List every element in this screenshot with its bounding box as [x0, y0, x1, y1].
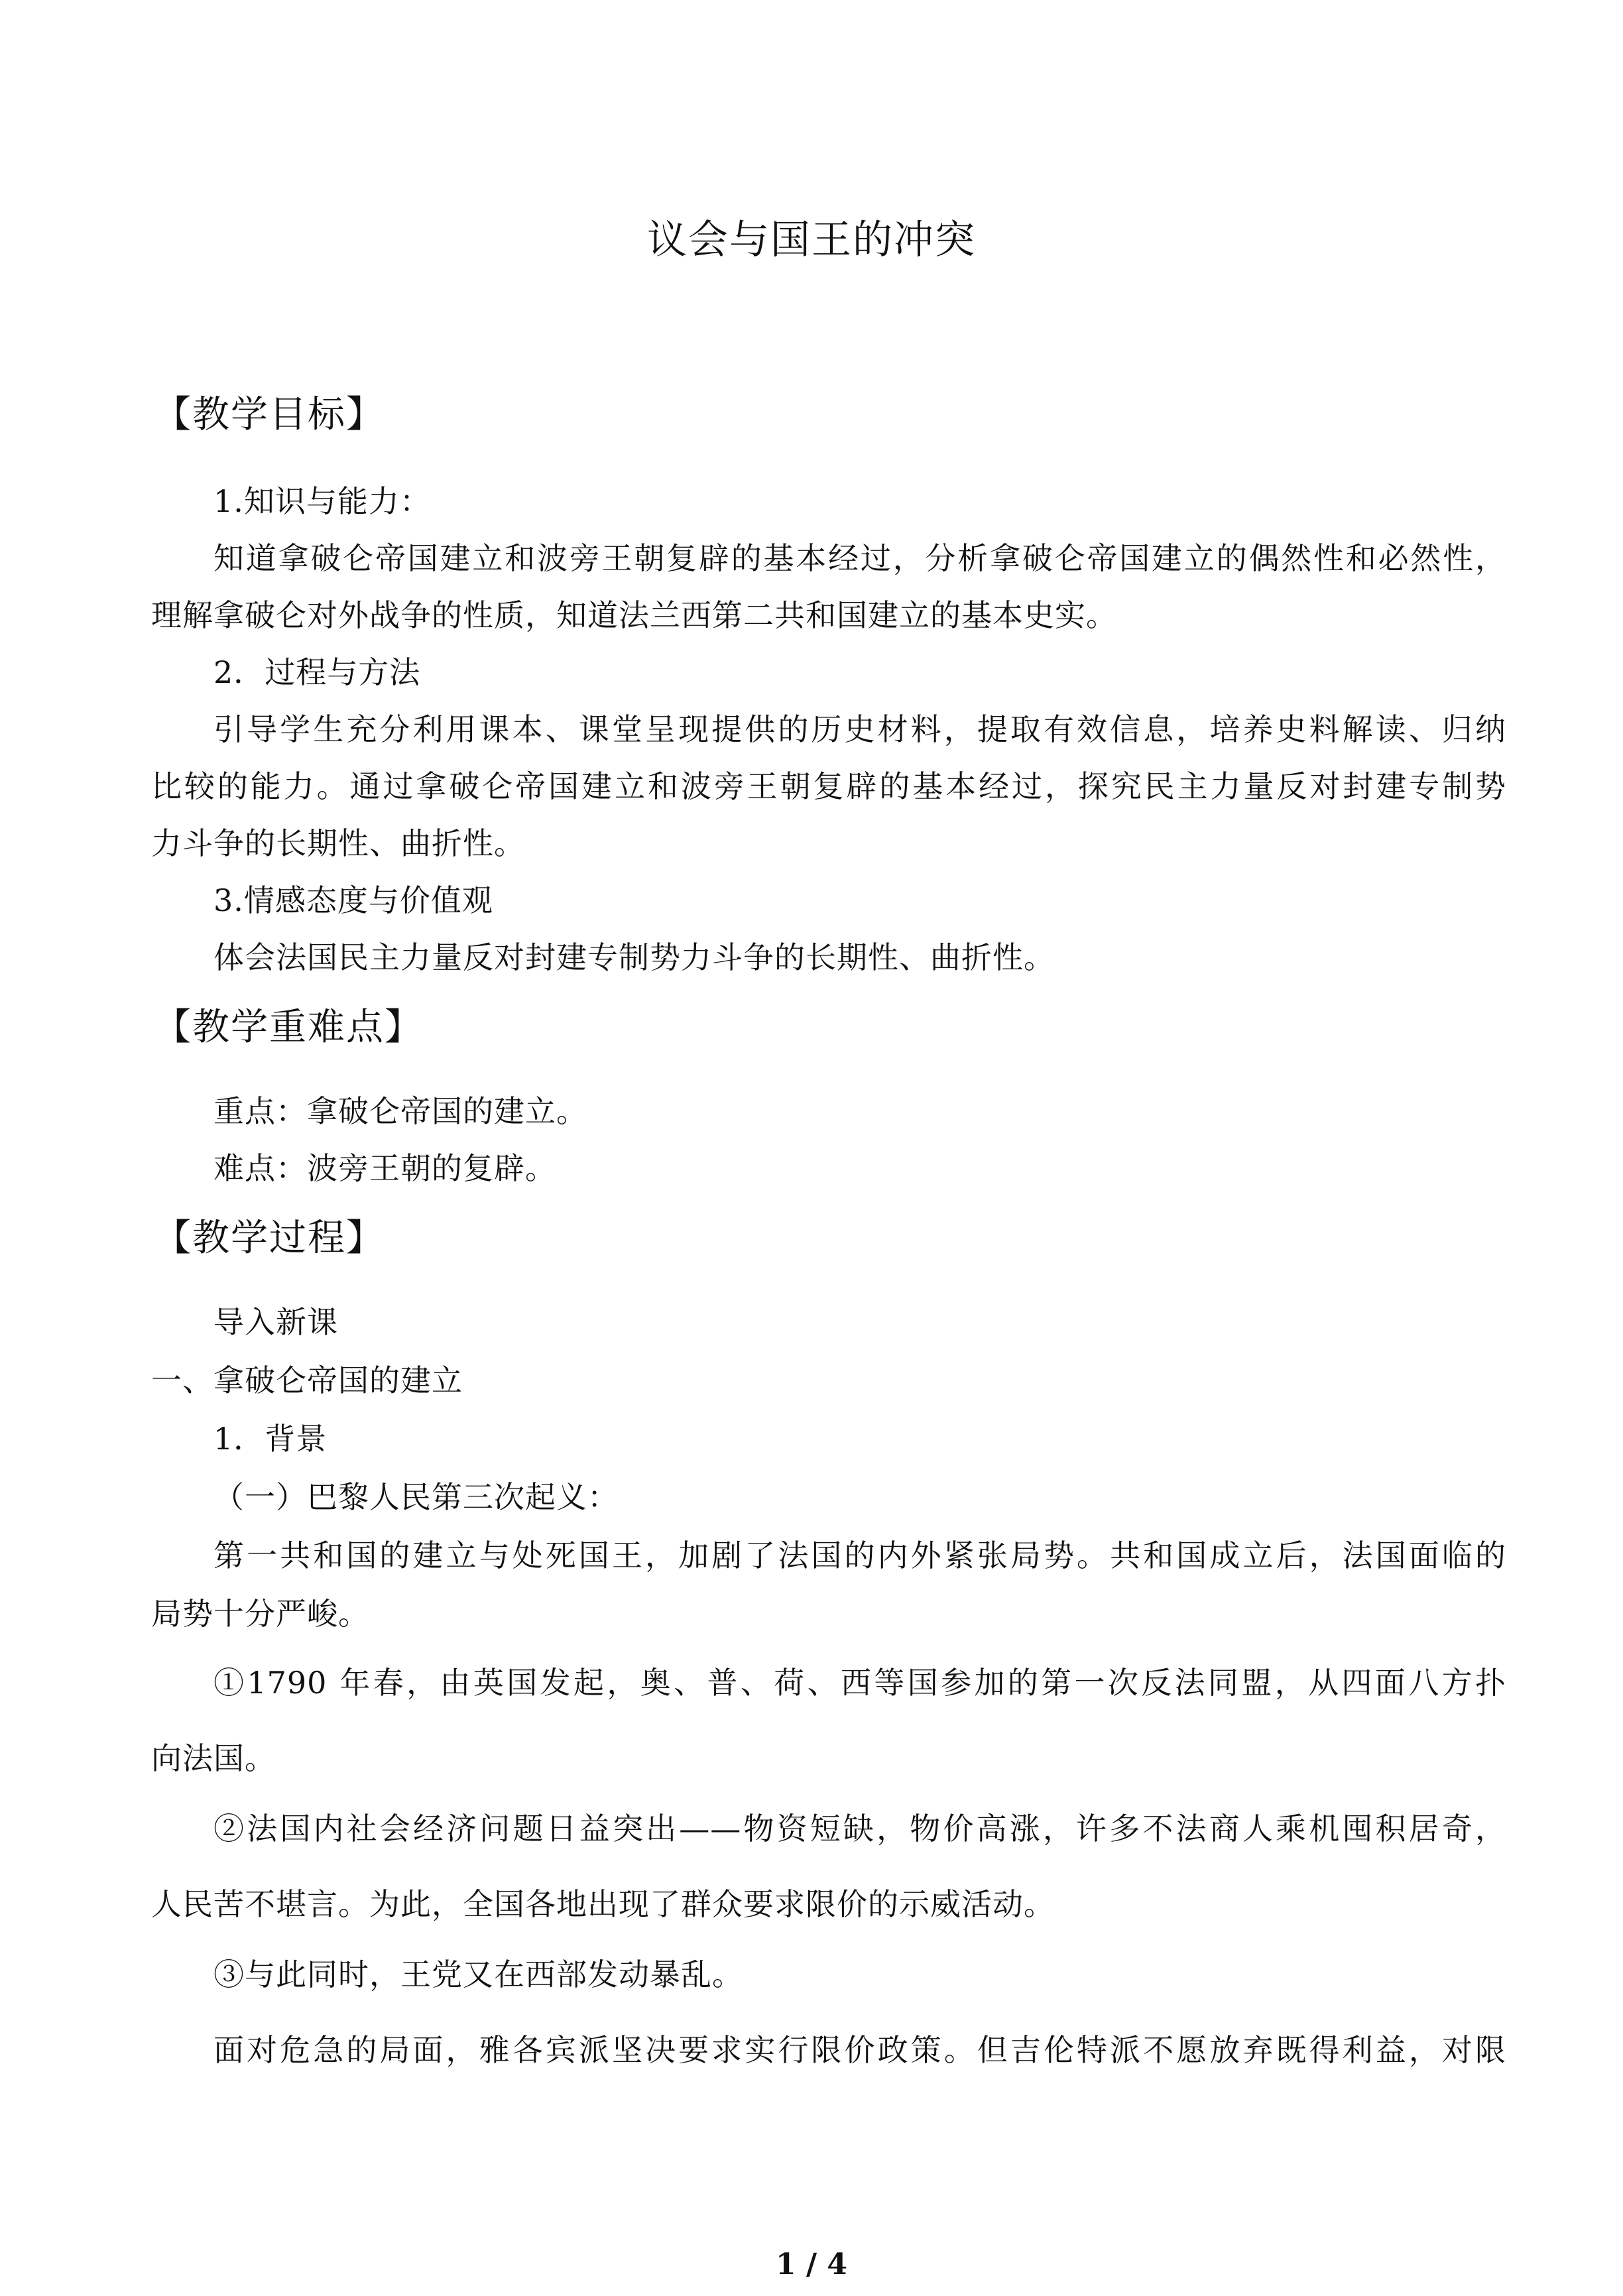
point-3-line-1: ③与此同时，王党又在西部发动暴乱。: [213, 1957, 743, 1992]
background-label: 1．背景: [213, 1421, 328, 1457]
section-heading-objectives: 【教学目标】: [154, 393, 385, 436]
point-1-line-2: 向法国。: [151, 1740, 276, 1776]
key-point-difficulty: 难点：波旁王朝的复辟。: [213, 1150, 556, 1186]
point-2-line-1: ②法国内社会经济问题日益突出——物资短缺，物价高涨，许多不法商人乘机囤积居奇，: [213, 1811, 1506, 1846]
objective-1-label: 1.知识与能力：: [213, 483, 431, 519]
part-1-title: 一、拿破仑帝国的建立: [151, 1362, 463, 1398]
objective-1-text-line-2: 理解拿破仑对外战争的性质，知道法兰西第二共和国建立的基本史实。: [151, 597, 1117, 633]
key-point-focus: 重点：拿破仑帝国的建立。: [213, 1093, 587, 1129]
objective-2-text-line-2: 比较的能力。通过拿破仑帝国建立和波旁王朝复辟的基本经过，探究民主力量反对封建专制势: [151, 768, 1506, 804]
section-heading-process: 【教学过程】: [154, 1217, 385, 1260]
objective-3-text-line-1: 体会法国民主力量反对封建专制势力斗争的长期性、曲折性。: [213, 939, 1055, 975]
section-heading-key-points: 【教学重难点】: [154, 1006, 423, 1049]
objective-3-label: 3.情感态度与价值观: [213, 882, 493, 918]
objective-2-label: 2．过程与方法: [213, 654, 421, 690]
objective-2-text-line-1: 引导学生充分利用课本、课堂呈现提供的历史材料，提取有效信息，培养史料解读、归纳: [213, 711, 1506, 747]
paragraph-1-line-2: 局势十分严峻。: [151, 1596, 369, 1632]
page-indicator: 1 / 4: [776, 2248, 847, 2281]
point-1-line-1: ①1790 年春，由英国发起，奥、普、荷、西等国参加的第一次反法同盟，从四面八方扑: [213, 1665, 1506, 1701]
process-intro: 导入新课: [213, 1304, 338, 1340]
paragraph-1-line-1: 第一共和国的建立与处死国王，加剧了法国的内外紧张局势。共和国成立后，法国面临的: [213, 1538, 1506, 1573]
objective-1-text-line-1: 知道拿破仑帝国建立和波旁王朝复辟的基本经过，分析拿破仑帝国建立的偶然性和必然性，: [213, 540, 1506, 576]
subsection-1-label: （一）巴黎人民第三次起义：: [213, 1479, 619, 1515]
page-title: 议会与国王的冲突: [647, 217, 976, 263]
objective-2-text-line-3: 力斗争的长期性、曲折性。: [151, 825, 525, 861]
paragraph-2-line-1: 面对危急的局面，雅各宾派坚决要求实行限价政策。但吉伦特派不愿放弃既得利益，对限: [213, 2032, 1506, 2068]
point-2-line-2: 人民苦不堪言。为此，全国各地出现了群众要求限价的示威活动。: [151, 1886, 1055, 1922]
